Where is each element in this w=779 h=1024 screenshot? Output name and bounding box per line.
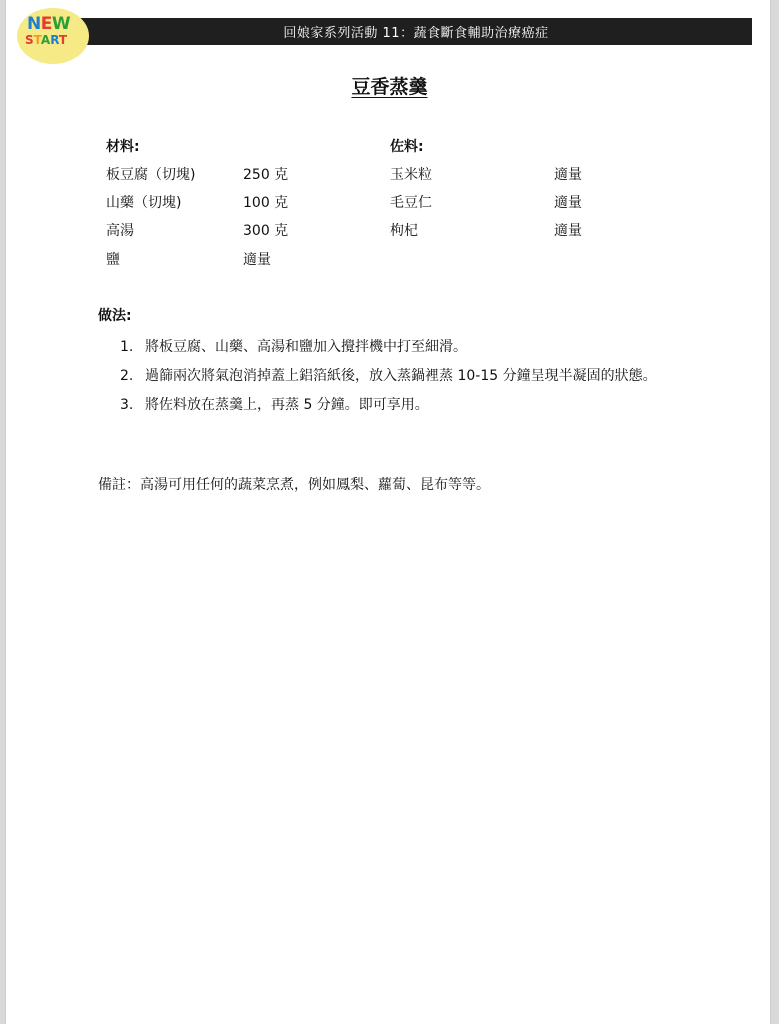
header-title: 回娘家系列活動 11：蔬食斷食輔助治療癌症 — [283, 26, 549, 41]
method-steps — [120, 333, 680, 420]
recipe-note: 備註：高湯可用任何的蔬菜烹煮，例如鳳梨、蘿蔔、昆布等等。 — [98, 477, 490, 493]
method-step — [120, 362, 680, 391]
ingredient-amount: 適量 — [243, 252, 271, 268]
seasoning-amount: 適量 — [554, 167, 582, 183]
step-text: 將板豆腐、山藥、高湯和鹽加入攪拌機中打至細滑。 — [145, 339, 467, 355]
ingredients-label: 材料: — [106, 139, 140, 155]
seasoning-amount: 適量 — [554, 223, 582, 239]
seasoning-name: 玉米粒 — [390, 167, 432, 183]
ingredient-amount: 300 克 — [243, 223, 289, 239]
ingredient-name: 板豆腐（切塊) — [106, 167, 196, 183]
new-start-logo — [17, 8, 89, 64]
logo-text-start: START — [25, 33, 68, 47]
recipe-title: 豆香蒸羹 — [351, 76, 428, 98]
ingredient-name: 高湯 — [106, 223, 134, 239]
ingredient-name: 鹽 — [106, 252, 120, 268]
method-step — [120, 391, 680, 420]
method-step — [120, 333, 680, 362]
header-bar — [80, 18, 752, 45]
ingredient-amount: 100 克 — [243, 195, 289, 211]
step-number: 3. — [120, 397, 134, 413]
logo-text-new: NEW — [27, 14, 71, 34]
step-text: 過篩兩次將氣泡消掉蓋上鋁箔紙後，放入蒸鍋裡蒸 10-15 分鐘呈現半凝固的狀態。 — [145, 368, 657, 384]
seasonings-label: 佐料: — [390, 139, 424, 155]
ingredient-amount: 250 克 — [243, 167, 289, 183]
step-number: 1. — [120, 339, 134, 355]
seasoning-amount: 適量 — [554, 195, 582, 211]
ingredient-name: 山藥（切塊) — [106, 195, 182, 211]
step-text: 將佐料放在蒸羹上，再蒸 5 分鐘。即可享用。 — [145, 397, 429, 413]
seasoning-name: 枸杞 — [390, 223, 418, 239]
step-number: 2. — [120, 368, 134, 384]
method-label: 做法: — [98, 308, 132, 324]
seasoning-name: 毛豆仁 — [390, 195, 432, 211]
